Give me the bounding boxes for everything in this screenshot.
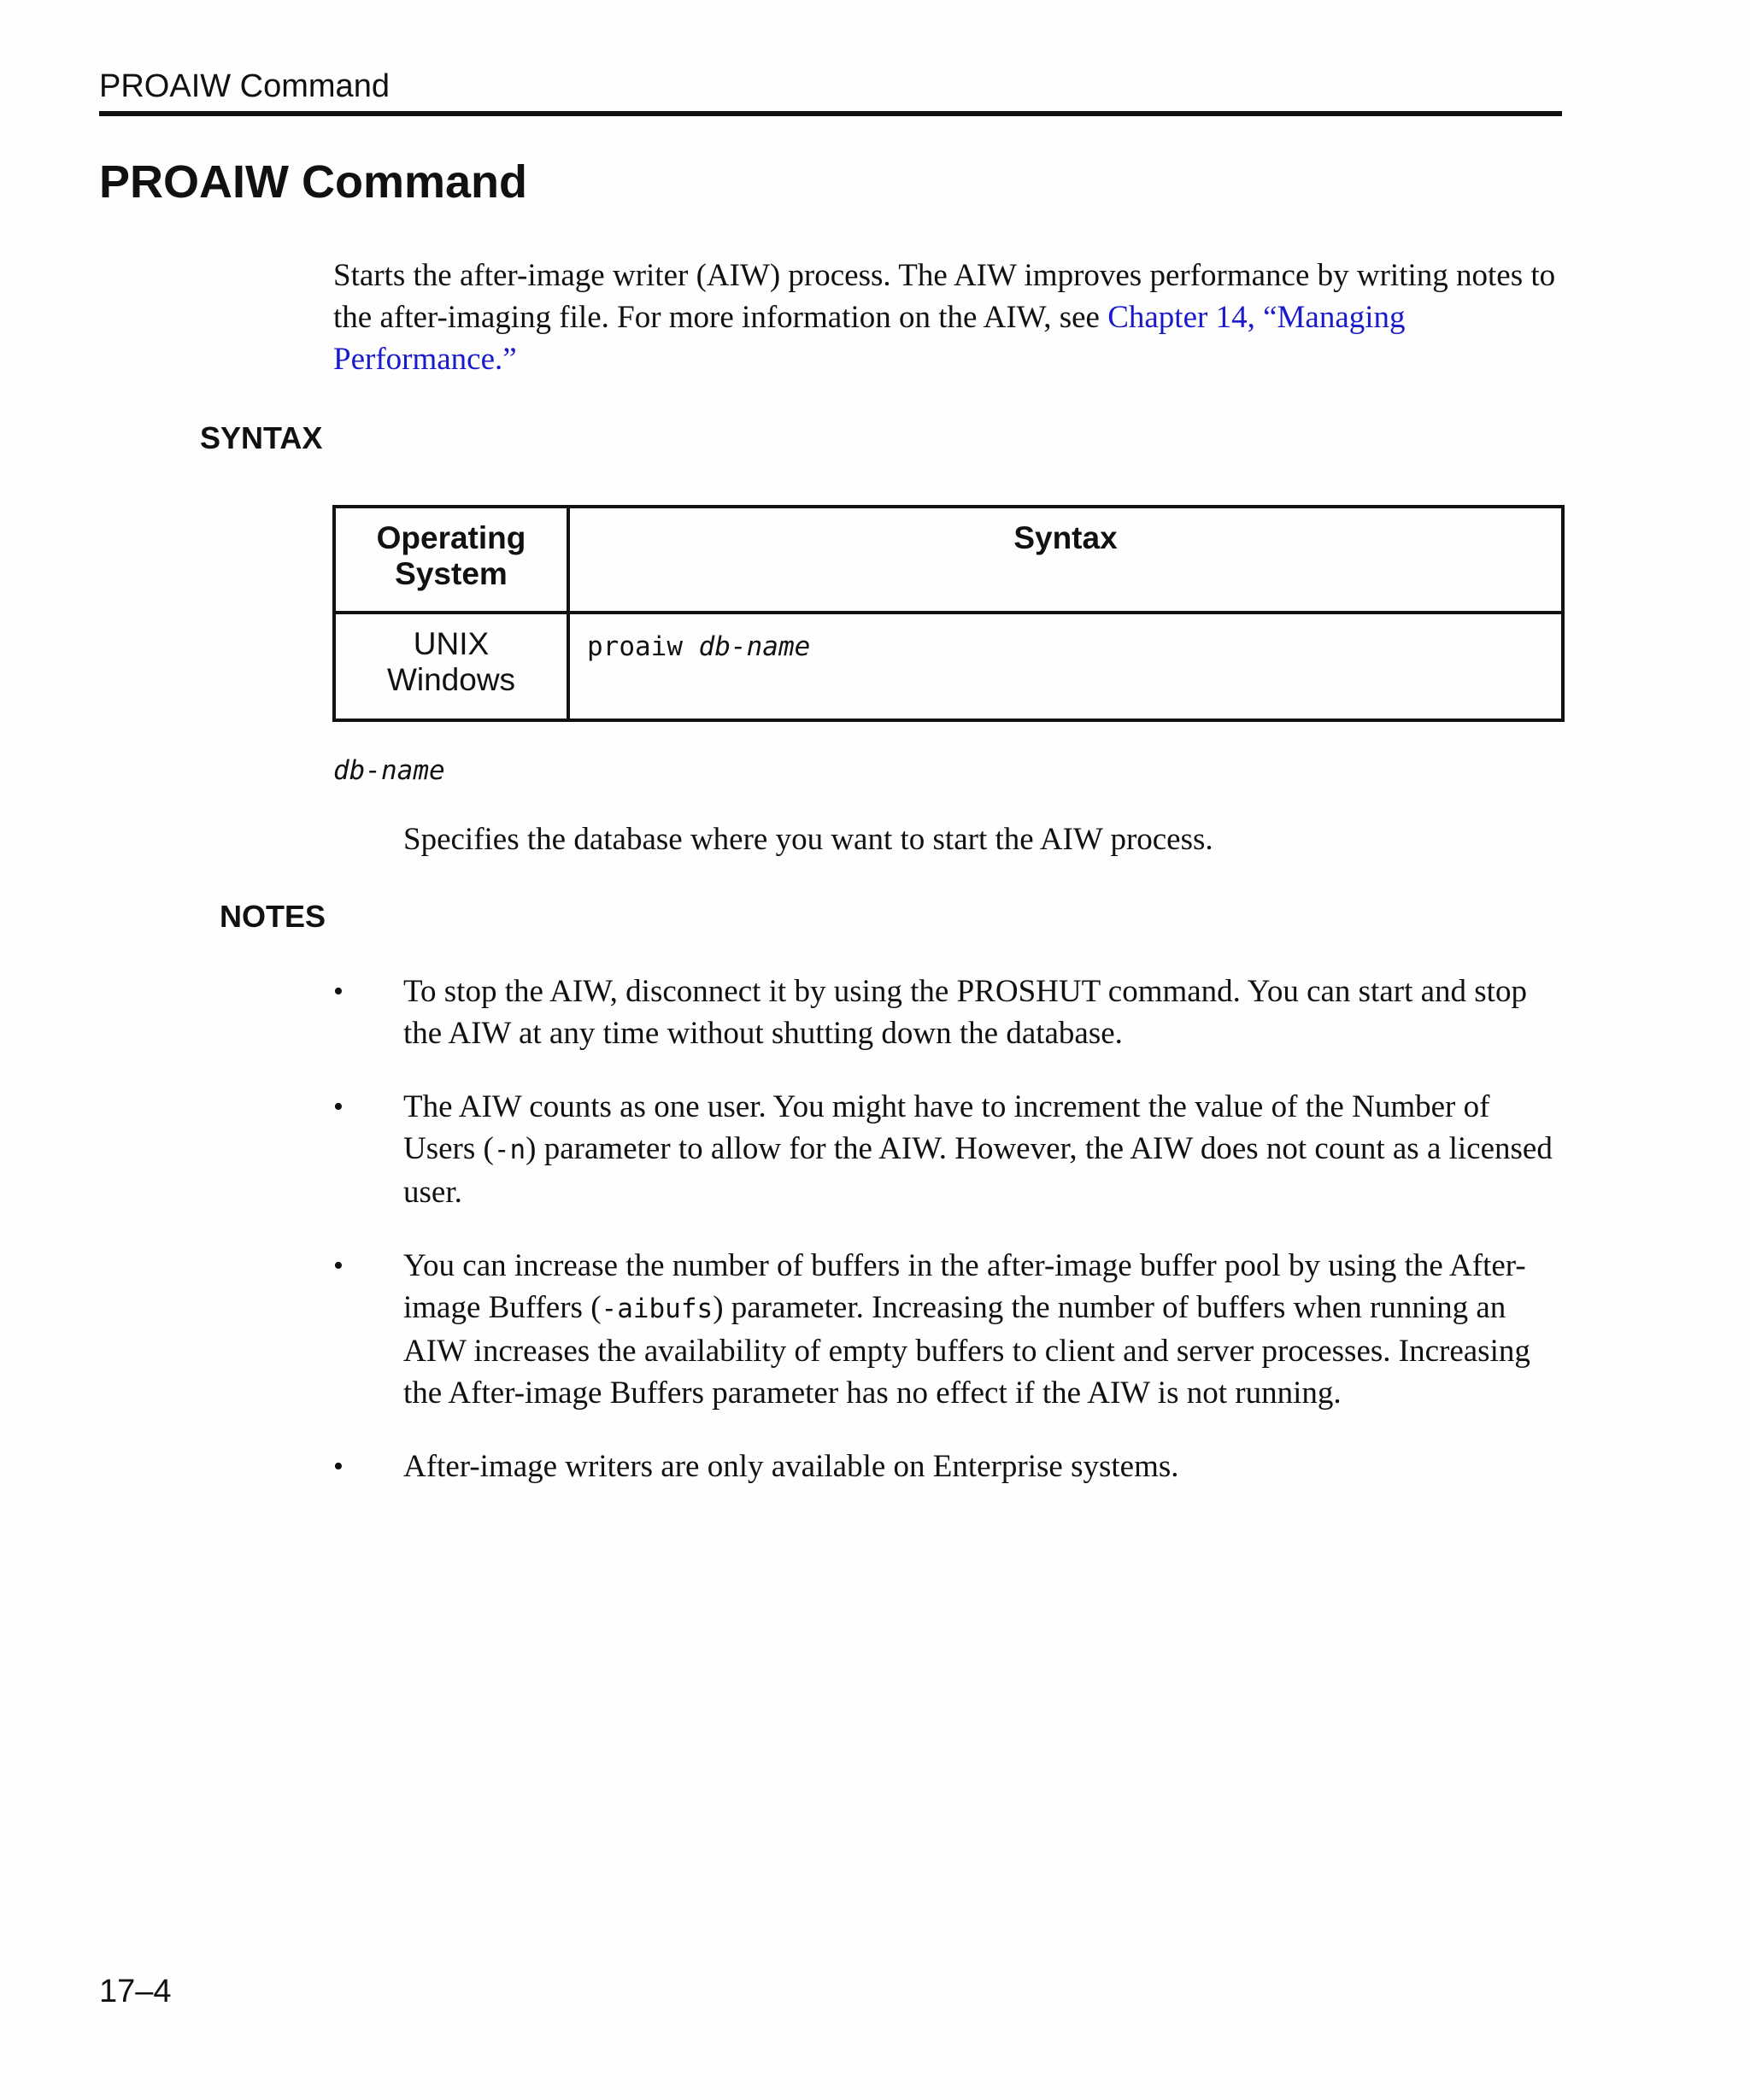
inline-code: -aibufs (601, 1293, 714, 1324)
bullet-icon: • (333, 1451, 344, 1482)
note-item (333, 1245, 1564, 1414)
note-text: To stop the AIW, disconnect it by using the PROSHUT command. You can start and stop the AIW at any time without shutting down the database. (403, 974, 1527, 1051)
intro-paragraph (333, 255, 1564, 380)
note-text: ) parameter. Increasing the number of buffers when running an AIW increases the availability of empty buffers to client and server processes. Increasing the After-image Buffers parameter has no effect if the AIW is not running. (403, 1290, 1530, 1411)
header-syntax: Syntax (568, 507, 1563, 613)
command-param: db-name (698, 631, 811, 662)
command-name: proaiw (587, 631, 683, 662)
param-description: Specifies the database where you want to start the AIW process. (403, 822, 1213, 857)
syntax-table-header-row (334, 507, 1563, 613)
os-windows: Windows (386, 662, 516, 697)
bullet-icon: • (333, 1091, 344, 1123)
note-text: You can increase the number of buffers in the after-image buffer pool by using the After-image Buffers ( (403, 1248, 1526, 1325)
note-item (333, 1446, 1564, 1487)
syntax-table (332, 505, 1565, 722)
note-text: The AIW counts as one user. You might have to increment the value of the Number of Users ( (403, 1089, 1490, 1166)
note-text: After-image writers are only available on Enterprise systems. (403, 1449, 1179, 1484)
os-unix: UNIX (413, 626, 490, 661)
bullet-icon: • (333, 1250, 344, 1282)
param-name: db-name (333, 755, 445, 786)
inline-code: -n (493, 1135, 526, 1165)
os-cell (334, 613, 568, 720)
notes-list (333, 971, 1564, 1519)
syntax-cell (568, 613, 1563, 720)
note-text: ) parameter to allow for the AIW. However, the AIW does not count as a licensed user. (403, 1131, 1553, 1210)
note-item (333, 1086, 1564, 1213)
header-operating-system: Operating System (334, 507, 568, 613)
syntax-table-row (334, 613, 1563, 720)
header-rule (99, 111, 1562, 116)
page-number: 17–4 (99, 1974, 172, 2009)
note-item (333, 971, 1564, 1054)
notes-heading: NOTES (220, 899, 326, 934)
page-title: PROAIW Command (99, 156, 528, 208)
syntax-heading: SYNTAX (200, 420, 323, 455)
running-header: PROAIW Command (99, 68, 390, 104)
intro-text: Starts the after-image writer (AIW) process. The AIW improves performance by writing notes to the after-imaging file. For more information on the AIW, see (333, 258, 1556, 335)
bullet-icon: • (333, 976, 344, 1007)
chapter-link[interactable]: Chapter 14, “Managing Performance.” (333, 300, 1406, 377)
